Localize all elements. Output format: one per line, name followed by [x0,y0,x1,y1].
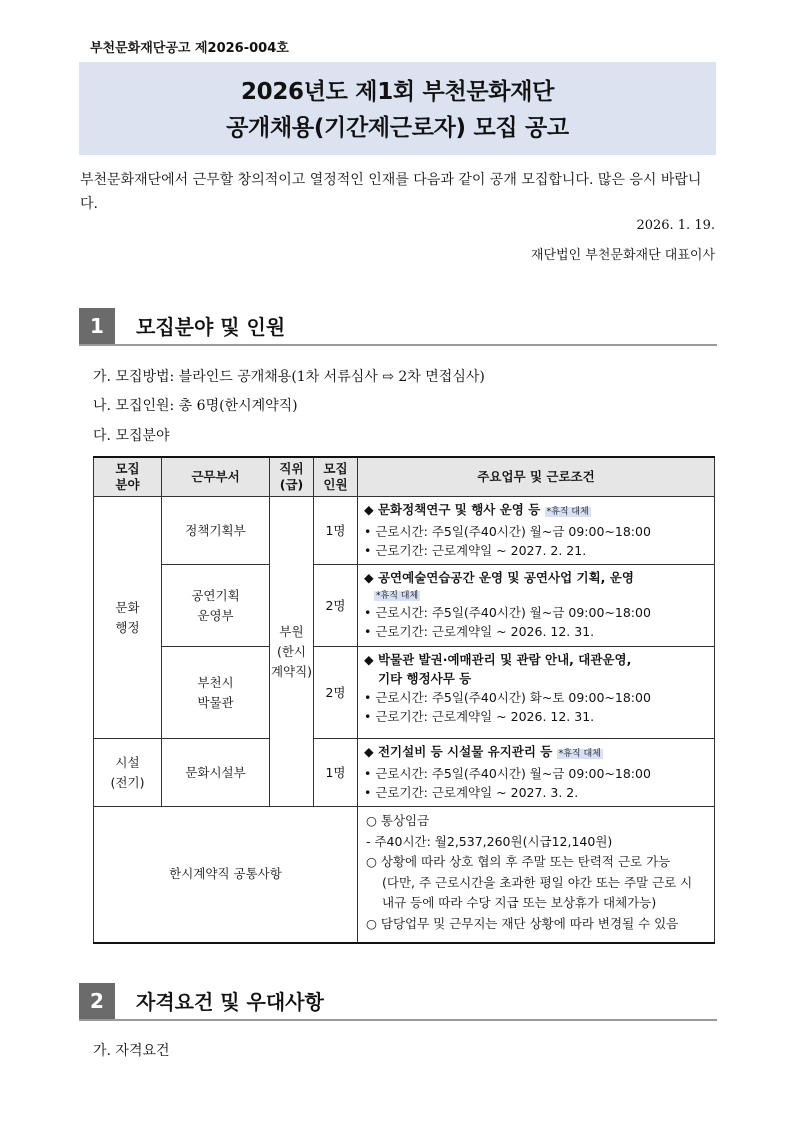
table-row [94,739,715,807]
qualification-heading: 가. 자격요건 [93,1043,170,1059]
duties-cell: ◆ 전기설비 등 시설물 유지관리 등 *휴직 대체 • 근로시간: 주5일(주40시간) 월~금 09:00~18:00 • 근로기간: 근로계약일 ~ 2027. 3. 2. [358,739,715,807]
section-number: 1 [79,308,115,344]
leave-replacement-tag: *휴직 대체 [376,591,419,601]
dept-cell: 부천시 박물관 [162,647,270,739]
header-duties: 주요업무 및 근로조건 [358,457,715,497]
announcement-date: 2026. 1. 19. [636,218,715,233]
count-cell: 1명 [314,497,358,565]
section-number: 2 [79,983,115,1019]
title-line-1: 2026년도 제1회 부천문화재단 [240,79,555,105]
table-row-common [94,807,715,943]
common-notes: ○ 통상임금 - 주40시간: 월2,537,260원(시급12,140원) ○ 상황에 따라 상호 협의 후 주말 또는 탄력적 근로 가능 (다만, 주 근로시간을 초과한 평일 야간 또는 주말 근로 시 내규 등에 따라 수당 지급 또는 보상휴가 대체가능) ○ 담당업무 및 근무지는 재단 상황에 따라 변경될 수 있음 [358,807,715,943]
table-row [94,565,715,647]
recruit-field-heading: 다. 모집분야 [93,428,170,444]
count-cell: 2명 [314,565,358,647]
duties-cell: ◆ 박물관 발권·예매관리 및 관람 안내, 대관운영, 기타 행정사무 등 • 근로시간: 주5일(주40시간) 화~토 09:00~18:00 • 근로기간: 근로계약일 ~ 2026. 12. 31. [358,647,715,739]
page-title [79,62,716,155]
announcement-number: 부천문화재단공고 제2026-004호 [90,41,289,56]
rank-cell: 부원 (한시 계약직) [270,497,314,807]
recruit-table [93,456,715,944]
recruit-count: 나. 모집인원: 총 6명(한시계약직) [93,398,298,414]
section-header-2 [79,983,717,1021]
count-cell: 2명 [314,647,358,739]
table-header-row [94,457,715,497]
common-label: 한시계약직 공통사항 [94,807,358,943]
duties-cell: ◆ 문화정책연구 및 행사 운영 등 *휴직 대체 • 근로시간: 주5일(주40시간) 월~금 09:00~18:00 • 근로기간: 근로계약일 ~ 2027. 2. 21. [358,497,715,565]
header-rank: 직위 (급) [270,457,314,497]
header-count: 모집 인원 [314,457,358,497]
leave-replacement-tag: *휴직 대체 [546,507,589,517]
section-title: 모집분야 및 인원 [136,315,286,339]
dept-cell: 문화시설부 [162,739,270,807]
signature: 재단법인 부천문화재단 대표이사 [530,248,715,263]
duties-cell: ◆ 공연예술연습공간 운영 및 공연사업 기획, 운영 *휴직 대체 • 근로시간: 주5일(주40시간) 월~금 09:00~18:00 • 근로기간: 근로계약일 ~ 2026. 12. 31. [358,565,715,647]
intro-text: 부천문화재단에서 근무할 창의적이고 열정적인 인재를 다음과 같이 공개 모집합니다. 많은 응시 바랍니다. [80,172,702,212]
dept-cell: 공연기획 운영부 [162,565,270,647]
dept-cell: 정책기획부 [162,497,270,565]
table-row [94,497,715,565]
header-field: 모집 분야 [94,457,162,497]
header-dept: 근무부서 [162,457,270,497]
recruit-method: 가. 모집방법: 블라인드 공개채용(1차 서류심사 ⇨ 2차 면접심사) [93,369,485,385]
section-title: 자격요건 및 우대사항 [136,990,324,1014]
section-header-1 [79,308,717,346]
leave-replacement-tag: *휴직 대체 [558,749,601,759]
count-cell: 1명 [314,739,358,807]
table-row [94,647,715,739]
group-facility: 시설 (전기) [94,739,162,807]
group-culture-admin: 문화 행정 [94,497,162,739]
title-line-2: 공개채용(기간제근로자) 모집 공고 [226,115,569,141]
